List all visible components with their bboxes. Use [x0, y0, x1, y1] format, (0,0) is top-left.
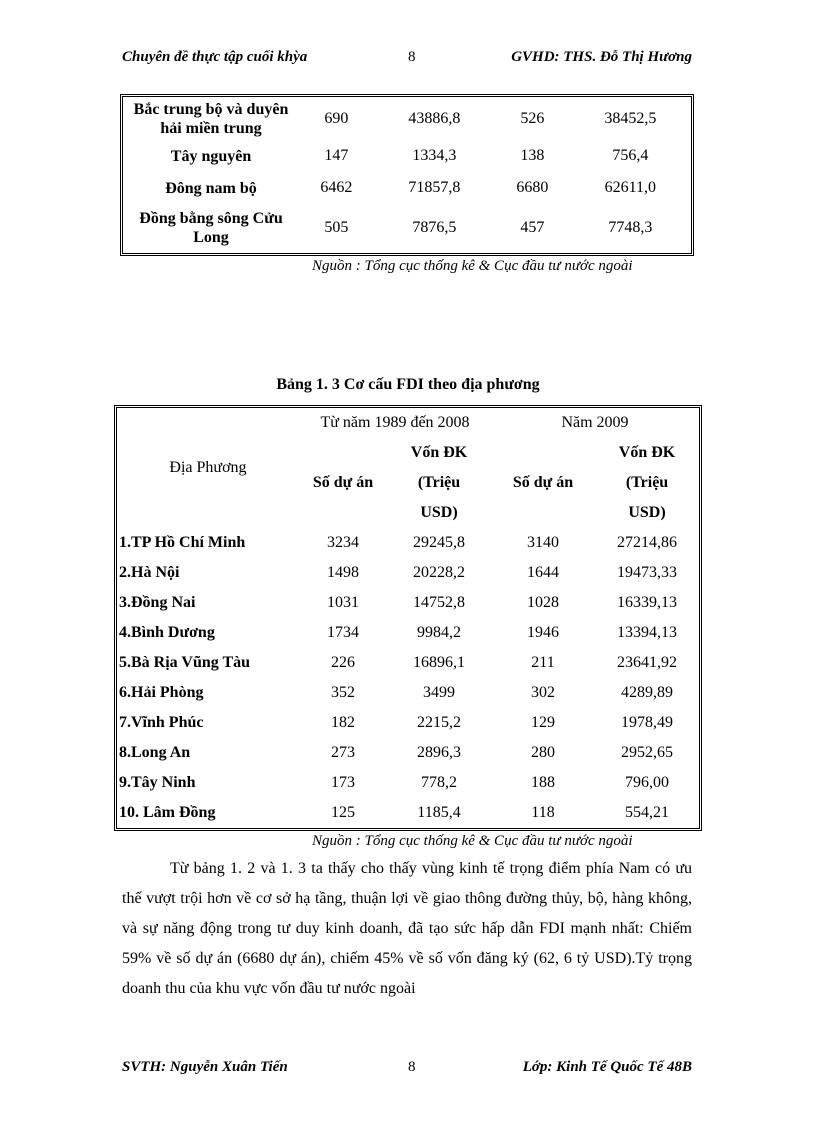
cell: 457 [520, 219, 545, 236]
cell: 14752,8 [413, 594, 465, 611]
table-row [117, 528, 699, 558]
cell: 1185,4 [417, 804, 461, 821]
table-row [117, 588, 699, 618]
cell: 6462 [320, 179, 353, 196]
cell: 280 [531, 744, 555, 761]
header-row [117, 408, 699, 438]
column-header-capital-unit: USD) [420, 504, 458, 521]
column-header-capital-unit: (Triệu [417, 474, 461, 491]
table-row [123, 97, 691, 141]
region-name: Đông nam bộ [165, 179, 257, 197]
cell: 23641,92 [617, 654, 677, 671]
locality-name: 4.Bình Dương [119, 624, 215, 641]
cell: 7748,3 [608, 219, 653, 236]
column-header-period2: Năm 2009 [561, 414, 629, 431]
cell: 188 [531, 774, 555, 791]
locality-name: 5.Bà Rịa Vũng Tàu [119, 654, 251, 671]
locality-name: 3.Đồng Nai [119, 594, 196, 611]
table-row [117, 708, 699, 738]
cell: 1946 [527, 624, 559, 641]
cell: 1028 [527, 594, 559, 611]
table-row [117, 768, 699, 798]
column-header-capital: Vốn ĐK [618, 444, 676, 461]
region-name: Tây nguyên [170, 147, 252, 165]
cell: 1978,49 [621, 714, 673, 731]
column-header-projects: Số dự án [512, 474, 574, 491]
locality-name: 7.Vĩnh Phúc [119, 714, 204, 731]
cell: 16339,13 [617, 594, 677, 611]
cell: 147 [324, 147, 349, 164]
column-header-capital: Vốn ĐK [410, 444, 468, 461]
cell: 1734 [327, 624, 359, 641]
cell: 526 [520, 110, 545, 127]
cell: 796,00 [625, 774, 669, 791]
cell: 505 [324, 219, 349, 236]
cell: 9984,2 [417, 624, 461, 641]
table-row [123, 141, 691, 171]
cell: 129 [531, 714, 555, 731]
cell: 7876,5 [412, 219, 457, 236]
footer-class: Lớp: Kinh Tế Quốc Tế 48B [522, 1059, 692, 1075]
header-page-number: 8 [408, 49, 416, 65]
cell: 2952,65 [621, 744, 673, 761]
table2-title: Bảng 1. 3 Cơ cấu FDI theo địa phương [276, 376, 540, 393]
cell: 182 [331, 714, 355, 731]
table-row [117, 738, 699, 768]
cell: 62611,0 [604, 179, 657, 196]
cell: 29245,8 [413, 534, 465, 551]
cell: 690 [324, 110, 349, 127]
locality-name: 10. Lâm Đồng [119, 804, 216, 821]
header-topic: Chuyên đề thực tập cuối khỳa [122, 49, 308, 65]
paragraph-text: Từ bảng 1. 2 và 1. 3 ta thấy cho thấy vùng kinh tế trọng điểm phía Nam có ưu thế vượt trội hơn về cơ sở hạ tầng, thuận lợi về giao thông đường thủy, bộ, hàng không, và sự năng động trong tư duy kinh doanh, đã tạo sức hấp dẫn FDI mạnh nhất: Chiếm 59% về số dự án (6680 dự án), chiếm 45% về số vốn đăng ký (62, 6 tỷ USD).Tỷ trọng doanh thu của khu vực vốn đầu tư nước ngoài [122, 860, 692, 997]
cell: 125 [331, 804, 355, 821]
footer-page-number: 8 [408, 1059, 416, 1075]
locality-name: 8.Long An [119, 744, 191, 761]
column-header-period1: Từ năm 1989 đến 2008 [320, 414, 470, 431]
cell: 1498 [327, 564, 359, 581]
region-name: Đồng bằng sông Cửu Long [139, 210, 283, 246]
cell: 273 [331, 744, 355, 761]
body-paragraph [122, 854, 692, 1004]
table-row [117, 798, 699, 828]
cell: 3499 [423, 684, 455, 701]
column-header-locality: Địa Phương [169, 459, 247, 476]
locality-name: 9.Tây Ninh [119, 774, 196, 791]
cell: 71857,8 [408, 179, 461, 196]
cell: 352 [331, 684, 355, 701]
cell: 2215,2 [417, 714, 461, 731]
locality-name: 2.Hà Nội [119, 564, 180, 581]
locality-name: 1.TP Hồ Chí Minh [119, 534, 246, 551]
cell: 226 [331, 654, 355, 671]
column-header-capital-unit: (Triệu [625, 474, 669, 491]
cell: 756,4 [612, 147, 649, 164]
cell: 1644 [527, 564, 559, 581]
table-row [117, 558, 699, 588]
cell: 173 [331, 774, 355, 791]
regional-fdi-table [120, 94, 694, 256]
locality-name: 6.Hải Phòng [119, 684, 204, 701]
cell: 138 [520, 147, 545, 164]
footer-student: SVTH: Nguyễn Xuân Tiến [122, 1059, 288, 1075]
table-row [117, 648, 699, 678]
cell: 19473,33 [617, 564, 677, 581]
cell: 211 [531, 654, 555, 671]
cell: 778,2 [421, 774, 457, 791]
table2-source: Nguồn : Tổng cục thống kê & Cục đầu tư nước ngoài [312, 833, 633, 849]
cell: 6680 [516, 179, 549, 196]
region-name: Bắc trung bộ và duyên hải miền trung [133, 101, 289, 137]
cell: 4289,89 [621, 684, 673, 701]
cell: 3140 [527, 534, 559, 551]
cell: 3234 [327, 534, 359, 551]
cell: 554,21 [625, 804, 669, 821]
table-row [123, 171, 691, 205]
header-supervisor: GVHD: THS. Đỗ Thị Hương [511, 49, 692, 65]
cell: 16896,1 [413, 654, 465, 671]
cell: 2896,3 [417, 744, 461, 761]
column-header-capital-unit: USD) [628, 504, 666, 521]
table-row [123, 205, 691, 251]
cell: 302 [531, 684, 555, 701]
table1-source: Nguồn : Tổng cục thống kê & Cục đầu tư nước ngoài [312, 258, 633, 274]
cell: 118 [531, 804, 555, 821]
cell: 27214,86 [617, 534, 677, 551]
fdi-by-locality-table [114, 405, 702, 831]
table-row [117, 618, 699, 648]
cell: 20228,2 [413, 564, 465, 581]
table-row [117, 678, 699, 708]
cell: 43886,8 [408, 110, 461, 127]
cell: 1334,3 [412, 147, 457, 164]
cell: 13394,13 [617, 624, 677, 641]
column-header-projects: Số dự án [312, 474, 374, 491]
cell: 1031 [327, 594, 359, 611]
cell: 38452,5 [604, 110, 657, 127]
